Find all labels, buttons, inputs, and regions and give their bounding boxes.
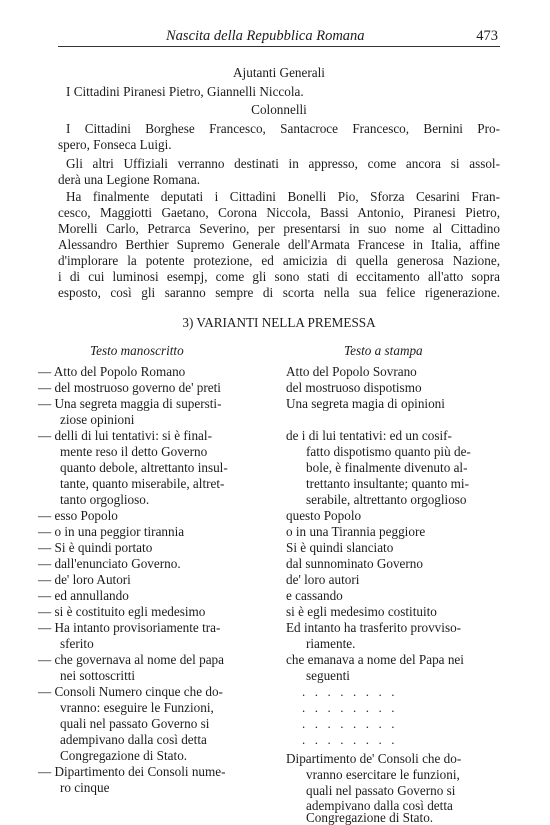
- manuscript-line: — Si è quindi portato: [38, 540, 153, 555]
- printed-line: si è egli medesimo costituito: [286, 604, 437, 619]
- colonnelli-heading: Colonnelli: [251, 102, 307, 117]
- manuscript-line: — esso Popolo: [38, 508, 118, 523]
- printed-line: e cassando: [286, 588, 343, 603]
- manuscript-line: sferito: [60, 636, 94, 651]
- printed-line: serabile, altrettanto orgoglioso: [306, 492, 467, 507]
- printed-line: riamente.: [306, 636, 356, 651]
- paragraph-line: Morelli Carlo, Petrarca Severino, per presentarsi in suo nome al Cittadino: [58, 221, 500, 236]
- manuscript-line: Congregazione di Stato.: [60, 748, 188, 763]
- colonnelli-line: I Cittadini Borghese Francesco, Santacroce Francesco, Bernini Pro-: [66, 121, 500, 136]
- manuscript-line: adempivano dalla così detta: [60, 732, 207, 747]
- printed-line: questo Popolo: [286, 508, 362, 523]
- manuscript-line: — Una segreta maggia di supersti-: [38, 396, 222, 411]
- manuscript-line: — o in una peggior tirannia: [38, 524, 185, 539]
- manuscript-line: tanto orgoglioso.: [60, 492, 150, 507]
- printed-line: quali nel passato Governo si: [306, 783, 456, 798]
- printed-line: che emanava a nome del Papa nei: [286, 652, 464, 667]
- page-number: 473: [476, 28, 498, 44]
- printed-line: adempivano dalla così detta: [306, 798, 453, 813]
- manuscript-line: — si è costituito egli medesimo: [38, 604, 206, 619]
- manuscript-line: — Consoli Numero cinque che do-: [38, 684, 223, 699]
- manuscript-line: ro cinque: [60, 780, 110, 795]
- manuscript-line: — ed annullando: [38, 588, 129, 603]
- printed-line: o in una Tirannia peggiore: [286, 524, 426, 539]
- printed-line: trettanto insultante; quanto mi-: [306, 476, 469, 491]
- printed-line: Ed intanto ha trasferito provviso-: [286, 620, 462, 635]
- left-column-heading: Testo manoscritto: [90, 343, 184, 358]
- manuscript-line: — dall'enunciato Governo.: [38, 556, 181, 571]
- omission-dots: ........: [302, 684, 404, 699]
- manuscript-line: mente reso il detto Governo: [60, 444, 208, 459]
- paragraph-line: Gli altri Uffiziali verranno destinati in appresso, come ancora si assol-: [66, 156, 500, 171]
- manuscript-line: ziose opinioni: [60, 412, 135, 427]
- omission-dots: ........: [302, 716, 404, 731]
- manuscript-line: — del mostruoso governo de' preti: [38, 380, 221, 395]
- manuscript-line: — de' loro Autori: [38, 572, 131, 587]
- printed-line: vranno esercitare le funzioni,: [306, 767, 460, 782]
- paragraph-line: Ha finalmente deputati i Cittadini Bonelli Pio, Sforza Cesarini Fran-: [66, 189, 500, 204]
- omission-dots: ........: [302, 700, 404, 715]
- paragraph-line: esposto, così gli saranno sempre di scorta nella sua felice rigenerazione.: [58, 285, 500, 300]
- printed-line: Si è quindi slanciato: [286, 540, 394, 555]
- printed-line: Dipartimento de' Consoli che do-: [286, 751, 462, 766]
- printed-line: dal sunnominato Governo: [286, 556, 423, 571]
- right-column-heading: Testo a stampa: [344, 343, 423, 358]
- printed-line: Una segreta magia di opinioni: [286, 396, 445, 411]
- printed-line: de' loro autori: [286, 572, 360, 587]
- running-header: [58, 26, 500, 47]
- printed-line: de i di lui tentativi: ed un cosif-: [286, 428, 452, 443]
- ajutanti-heading: Ajutanti Generali: [233, 65, 325, 80]
- printed-line: del mostruoso dispotismo: [286, 380, 422, 395]
- manuscript-line: — che governava al nome del papa: [38, 652, 225, 667]
- manuscript-line: — delli di lui tentativi: si è final-: [38, 428, 212, 443]
- manuscript-line: tante, quanto miserabile, altret-: [60, 476, 225, 491]
- paragraph-line: cesco, Maggiotti Gaetano, Corona Niccola, Bassi Antonio, Piranesi Pietro,: [58, 205, 500, 220]
- manuscript-line: — Ha intanto provisoriamente tra-: [38, 620, 221, 635]
- printed-line: seguenti: [306, 668, 350, 683]
- paragraph-line: i di cui luminosi esempj, come gli sono stati di eccitamento all'atto sopra: [58, 269, 500, 284]
- colonnelli-line: spero, Fonseca Luigi.: [58, 137, 172, 152]
- omission-dots: ........: [302, 732, 404, 747]
- manuscript-line: nei sottoscritti: [60, 668, 136, 683]
- paragraph-line: d'implorare la potente protezione, ed amicizia di quella generosa Nazione,: [58, 253, 500, 268]
- manuscript-line: — Atto del Popolo Romano: [38, 364, 186, 379]
- manuscript-line: quanto debole, altrettanto insul-: [60, 460, 228, 475]
- printed-line: Atto del Popolo Sovrano: [286, 364, 417, 379]
- paragraph-line: Alessandro Berthier Supremo Generale dell'Armata Francese in Italia, affine: [58, 237, 500, 252]
- printed-line: bole, è finalmente divenuto al-: [306, 460, 468, 475]
- manuscript-line: vranno: eseguire le Funzioni,: [60, 700, 214, 715]
- manuscript-line: — Dipartimento dei Consoli nume-: [38, 764, 226, 779]
- section-title: 3) VARIANTI NELLA PREMESSA: [182, 315, 376, 330]
- printed-line: Congregazione di Stato.: [306, 810, 434, 825]
- manuscript-line: quali nel passato Governo si: [60, 716, 210, 731]
- printed-line: fatto dispotismo quanto più de-: [306, 444, 471, 459]
- ajutanti-text: I Cittadini Piranesi Pietro, Giannelli Niccola.: [66, 84, 304, 99]
- running-title: Nascita della Repubblica Romana: [166, 28, 365, 44]
- paragraph-line: derà una Legione Romana.: [58, 172, 201, 187]
